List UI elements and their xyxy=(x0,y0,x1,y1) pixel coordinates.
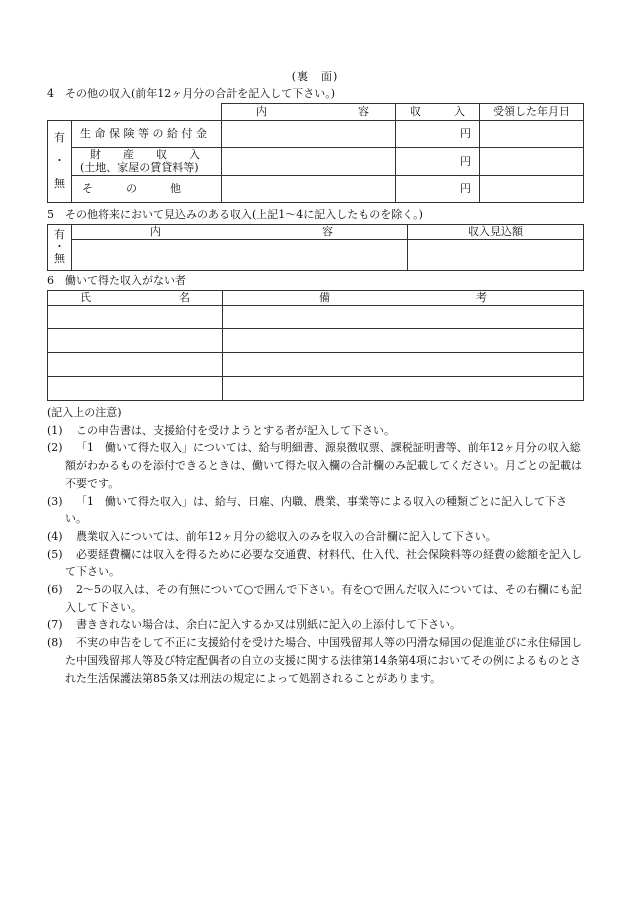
yen-unit: 円 xyxy=(396,148,480,176)
name-header: 氏 名 xyxy=(48,291,223,306)
notes-heading: (記入上の注意) xyxy=(47,406,122,419)
yen-unit: 円 xyxy=(396,121,480,148)
remarks-header: 備 考 xyxy=(223,291,584,306)
other-income-table xyxy=(47,103,584,203)
content-cell[interactable] xyxy=(222,121,396,148)
note-item: (6) 2〜5の収入は、その有無について○で囲んで下さい。有を○で囲んだ収入については、その右欄にも記入して下さい。 xyxy=(47,583,582,614)
note-item: (4) 農業収入については、前年12ヶ月分の総収入のみを収入の合計欄に記入して下さい。 xyxy=(47,529,497,543)
no-income-persons-table xyxy=(47,290,584,401)
notes-section xyxy=(47,404,587,687)
remarks-cell[interactable] xyxy=(223,328,584,352)
date-cell[interactable] xyxy=(480,148,584,176)
income-header: 収 入 xyxy=(396,104,480,121)
received-date-header: 受領した年月日 xyxy=(480,104,584,121)
expected-amount-cell[interactable] xyxy=(408,239,584,270)
section5-heading: 5 その他将来において見込みのある収入(上記1〜4に記入したものを除く。) xyxy=(47,208,423,221)
row-label: そ の 他 xyxy=(72,176,222,203)
content-header: 内 容 xyxy=(222,104,396,121)
note-item: (2) 「1 働いて得た収入」については、給与明細書、源泉徴収票、課税証明書等、前年12ヶ月分の収入総額がわかるものを添付できるときは、働いて得た収入欄の合計欄のみ記載してください。月ごとの記載は不要です。 xyxy=(47,441,582,490)
date-cell[interactable] xyxy=(480,176,584,203)
yen-unit: 円 xyxy=(396,176,480,203)
remarks-cell[interactable] xyxy=(223,305,584,328)
section6-heading: 6 働いて得た収入がない者 xyxy=(47,274,186,287)
page-title: (裏 面) xyxy=(291,70,339,83)
content-cell[interactable] xyxy=(222,148,396,176)
note-item: (7) 書ききれない場合は、余白に記入するか又は別紙に記入の上添付して下さい。 xyxy=(47,618,461,632)
date-cell[interactable] xyxy=(480,121,584,148)
presence-label: 有 ・ 無 xyxy=(48,121,72,203)
remarks-cell[interactable] xyxy=(223,352,584,376)
name-cell[interactable] xyxy=(48,352,223,376)
note-item: (8) 不実の申告をして不正に支援給付を受けた場合、中国残留邦人等の円滑な帰国の促進並びに永住帰国した中国残留邦人等及び特定配偶者の自立の支援に関する法律第14条第4項においてその例によるものとされた生活保護法第85条又は刑法の規定によって処罰されることがあります。 xyxy=(47,636,582,685)
future-income-table xyxy=(47,224,584,271)
name-cell[interactable] xyxy=(48,328,223,352)
expected-income-header: 収入見込額 xyxy=(408,225,584,240)
row-label: 生 命 保 険 等 の 給 付 金 xyxy=(72,121,222,148)
note-item: (1) この申告書は、支援給付を受けようとする者が記入して下さい。 xyxy=(47,423,395,437)
remarks-cell[interactable] xyxy=(223,376,584,400)
section4-heading: 4 その他の収入(前年12ヶ月分の合計を記入して下さい。) xyxy=(47,87,336,100)
name-cell[interactable] xyxy=(48,305,223,328)
content-header: 内 容 xyxy=(72,225,408,240)
content-cell[interactable] xyxy=(222,176,396,203)
note-item: (5) 必要経費欄には収入を得るために必要な交通費、材料代、仕入代、社会保険料等の経費の総額を記入して下さい。 xyxy=(47,547,582,579)
row-label: 財 産 収 入 (土地、家屋の賃貸料等) xyxy=(72,148,222,176)
name-cell[interactable] xyxy=(48,376,223,400)
note-item: (3) 「1 働いて得た収入」は、給与、日雇、内職、農業、事業等による収入の種類ごとに記入して下さい。 xyxy=(47,494,567,526)
content-cell[interactable] xyxy=(72,239,408,270)
presence-label: 有 ・ 無 xyxy=(48,225,72,271)
